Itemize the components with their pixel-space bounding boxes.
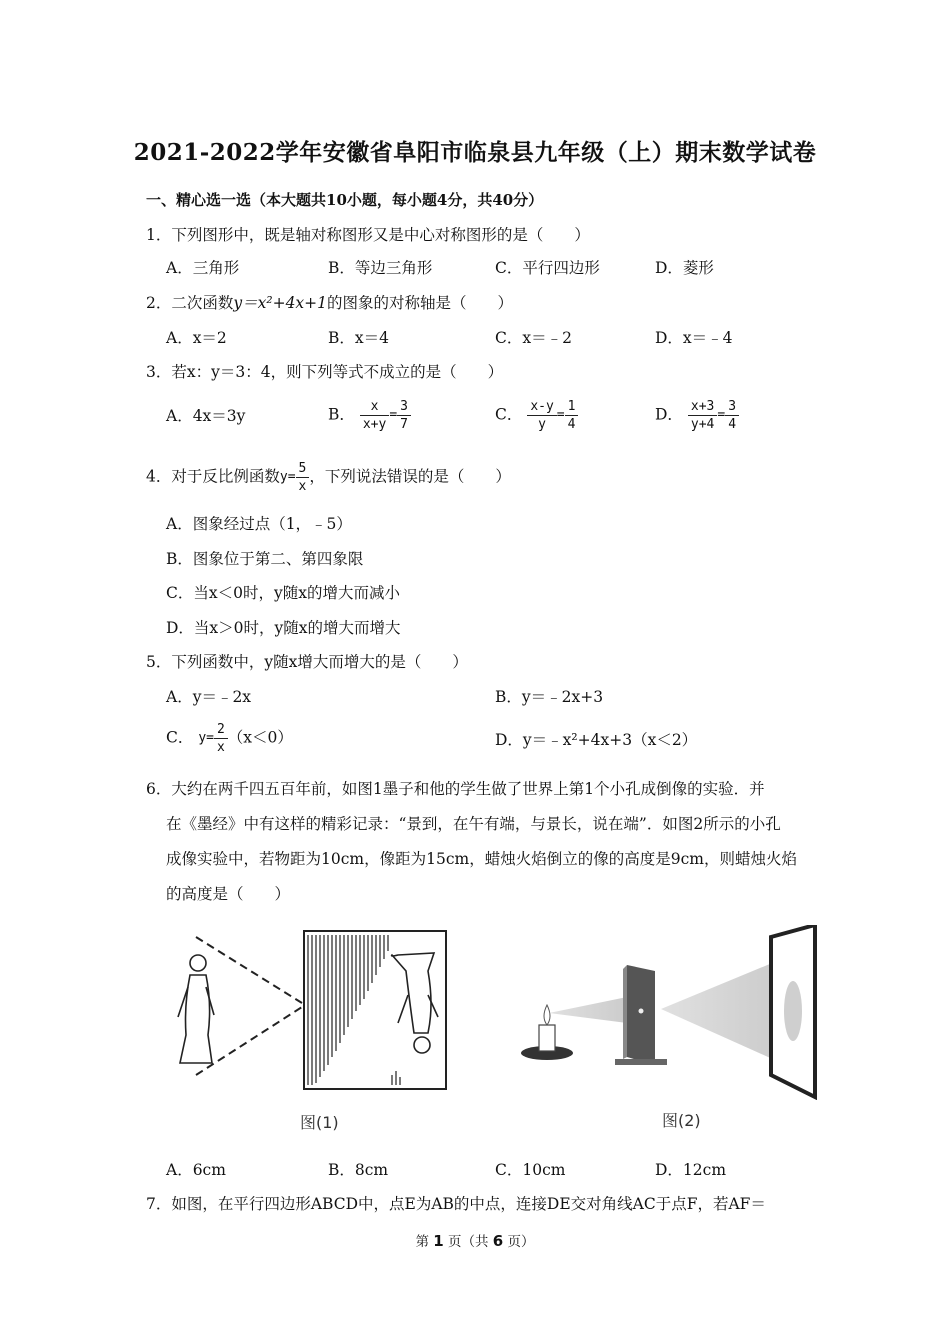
denominator: 4 [728, 417, 737, 432]
denominator: x [298, 479, 307, 494]
footer-text: 页） [503, 1234, 535, 1250]
fraction [565, 398, 579, 433]
figure-2-caption: 图(2) [662, 1111, 701, 1130]
numerator: x+3 [688, 398, 717, 416]
equals-sign: = [717, 407, 726, 423]
condition: （x＜0） [227, 728, 293, 747]
question-1-option-c: C．平行四边形 [495, 259, 600, 277]
fraction [725, 398, 739, 433]
option-label: C． [166, 728, 194, 747]
question-6-option-c: C．10cm [495, 1161, 566, 1179]
denominator: x+y [362, 417, 387, 432]
incoming-light-beam [549, 997, 627, 1023]
question-6-line: 的高度是（ ） [166, 885, 291, 903]
question-2-function: y＝x²+4x+1 [233, 294, 328, 312]
option-label: B． [328, 405, 355, 424]
equals-sign: = [556, 407, 565, 423]
numerator: x-y [527, 398, 556, 416]
numerator: 3 [725, 398, 739, 416]
fraction [527, 398, 556, 433]
fraction [688, 398, 717, 433]
question-4-option-d: D．当x＞0时，y随x的增大而增大 [166, 619, 401, 637]
figure-1-caption: 图(1) [300, 1113, 339, 1132]
figure-1-pinhole-illustration [166, 925, 456, 1095]
question-2-stem [146, 293, 513, 313]
numerator: 2 [214, 721, 228, 739]
question-4-option-b: B．图象位于第二、第四象限 [166, 550, 364, 568]
question-3-option-a: A．4x＝3y [166, 407, 246, 425]
numerator: 5 [296, 460, 310, 478]
question-2-option-b: B．x＝4 [328, 329, 389, 347]
denominator: 7 [400, 417, 408, 432]
page-footer [0, 1230, 950, 1250]
figure-2-candle-experiment [515, 925, 820, 1100]
footer-text: 页（共 [443, 1234, 493, 1250]
numerator: 3 [397, 398, 411, 416]
page-number: 1 [433, 1232, 444, 1250]
question-6-line: 在《墨经》中有这样的精彩记录：“景到，在午有端，与景长，说在端”．如图2所示的小孔 [166, 815, 781, 833]
question-5-option-d: D．y＝﹣x²+4x+3（x＜2） [495, 731, 698, 749]
section-heading: 一、精心选一选（本大题共10小题，每小题4分，共40分） [146, 191, 544, 209]
question-6-option-d: D．12cm [655, 1161, 727, 1179]
fraction [214, 721, 228, 756]
denominator: x [216, 740, 225, 755]
denominator: y+4 [690, 417, 715, 432]
projection-screen [771, 925, 815, 1097]
question-6-line: 成像实验中，若物距为10cm，像距为15cm，蜡烛火焰倒立的像的高度是9cm，则蜡烛火焰 [166, 850, 797, 868]
question-2-option-d: D．x＝﹣4 [655, 329, 733, 347]
equals-sign: = [389, 407, 398, 423]
fraction [360, 398, 389, 433]
question-3-option-b [328, 398, 411, 433]
question-2-option-a: A．x＝2 [166, 329, 227, 347]
question-2-stem-end: 的图象的对称轴是（ ） [327, 294, 514, 312]
numerator: x [360, 398, 389, 416]
question-6-option-b: B．8cm [328, 1161, 389, 1179]
question-1-stem: 1．下列图形中，既是轴对称图形又是中心对称图形的是（ ） [146, 226, 590, 244]
question-4-stem [146, 460, 511, 495]
denominator: y [538, 417, 546, 432]
function-lhs: y= [198, 730, 214, 746]
page-total: 6 [492, 1232, 504, 1250]
option-label: D． [655, 405, 683, 424]
question-6-option-a: A．6cm [166, 1161, 226, 1179]
question-4-option-c: C．当x＜0时，y随x的增大而减小 [166, 584, 400, 602]
numerator: 1 [565, 398, 579, 416]
question-3-option-c [495, 398, 578, 433]
question-3-option-d [655, 398, 739, 433]
question-2-option-c: C．x＝﹣2 [495, 329, 572, 347]
question-5-stem: 5．下列函数中，y随x增大而增大的是（ ） [146, 653, 468, 671]
question-5-option-b: B．y＝﹣2x+3 [495, 688, 604, 706]
question-6-line: 6．大约在两千四五百年前，如图1墨子和他的学生做了世界上第1个小孔成倒像的实验．并 [146, 780, 765, 798]
question-5-option-a: A．y＝﹣2x [166, 688, 252, 706]
fraction [397, 398, 411, 433]
question-1-option-b: B．等边三角形 [328, 259, 433, 277]
question-6-stem [146, 772, 816, 912]
question-4-stem-end: ，下列说法错误的是（ ） [309, 467, 511, 486]
exam-title: 2021-2022学年安徽省阜阳市临泉县九年级（上）期末数学试卷 [133, 139, 817, 166]
option-label: C． [495, 405, 523, 424]
question-5-option-c [166, 721, 293, 756]
denominator: 4 [567, 417, 576, 432]
question-2-stem-start: 2．二次函数 [146, 294, 234, 312]
function-lhs: y= [279, 469, 296, 485]
question-1-option-a: A．三角形 [166, 259, 240, 277]
standing-person-icon [178, 955, 214, 1063]
projected-light-beam [661, 961, 777, 1061]
fraction [296, 460, 310, 495]
question-4-stem-start: 4．对于反比例函数 [146, 467, 280, 486]
question-3-stem: 3．若x：y＝3：4，则下列等式不成立的是（ ） [146, 363, 504, 381]
question-7-stem: 7．如图，在平行四边形ABCD中，点E为AB的中点，连接DE交对角线AC于点F，若AF＝ [146, 1195, 766, 1213]
footer-text: 第 [415, 1234, 434, 1250]
question-4-option-a: A．图象经过点（1，﹣5） [166, 515, 352, 533]
question-1-option-d: D．菱形 [655, 259, 714, 277]
